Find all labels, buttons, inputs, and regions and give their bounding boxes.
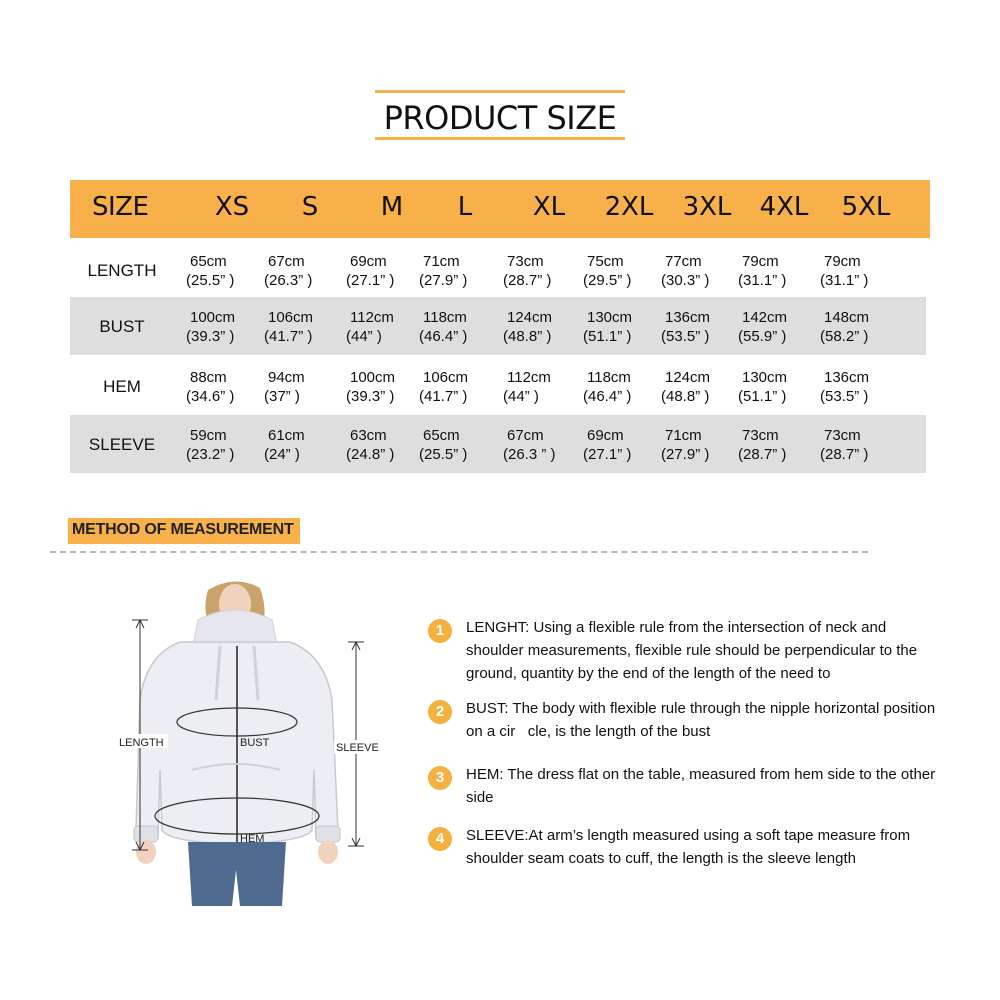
cell-cm-value: 94cm [268,369,305,386]
cell-inch-value: (55.9” ) [738,328,787,345]
cell-cm-value: 75cm [587,253,624,270]
cell-inch-value: (46.4” ) [419,328,468,345]
table-cell [738,308,822,346]
cell-cm-value: 124cm [665,369,711,386]
cell-inch-value: (27.1” ) [583,446,632,463]
size-header-2xl: 2XL [604,192,654,222]
title-frame [375,90,625,140]
size-header-xl: XL [532,192,566,222]
table-cell [419,308,503,346]
step-text: SLEEVE:At arm’s length measured using a soft tape measure from shoulder seam coats to cuff, the length is the sleeve length [466,827,911,867]
size-header-4xl: 4XL [759,192,809,222]
size-header-3xl: 3XL [682,192,732,222]
cell-inch-value: (44” ) [503,388,539,405]
cell-cm-value: 130cm [742,369,788,386]
table-cell [346,426,430,464]
cell-inch-value: (25.5” ) [419,446,468,463]
cell-cm-value: 63cm [350,427,387,444]
size-header-m: M [380,192,404,222]
step-number-badge: 2 [428,700,452,724]
cell-inch-value: (53.5” ) [820,388,869,405]
cell-cm-value: 136cm [665,309,711,326]
step-text: BUST: The body with flexible rule through the nipple horizontal position on a cir cle, is the length of the bust [466,700,936,740]
method-heading: METHOD OF MEASUREMENT [68,518,300,544]
table-cell [583,368,667,406]
table-cell [661,368,745,406]
left-cuff [134,826,158,842]
length-label: LENGTH [119,737,164,749]
table-cell [264,368,348,406]
step-number-badge: 1 [428,619,452,643]
table-cell [186,252,270,290]
table-cell [820,308,904,346]
cell-cm-value: 69cm [350,253,387,270]
row-label: SLEEVE [88,435,156,454]
size-header-row [70,180,930,238]
dashed-divider [50,551,868,553]
cell-inch-value: (41.7” ) [419,388,468,405]
table-cell [419,368,503,406]
cell-inch-value: (23.2” ) [186,446,235,463]
cell-inch-value: (26.3” ) [264,272,313,289]
cell-cm-value: 142cm [742,309,788,326]
table-cell [661,426,745,464]
cell-cm-value: 65cm [423,427,460,444]
right-hand [318,840,338,864]
bust-label: BUST [240,737,270,749]
table-cell [346,308,430,346]
cell-cm-value: 73cm [742,427,779,444]
table-row-length [70,241,926,299]
cell-cm-value: 106cm [268,309,314,326]
left-hand [136,840,156,864]
cell-cm-value: 65cm [190,253,227,270]
table-cell [738,252,822,290]
step-number-badge: 4 [428,827,452,851]
cell-inch-value: (31.1” ) [820,272,869,289]
table-cell [503,426,587,464]
table-row-sleeve [70,415,926,473]
cell-inch-value: (28.7” ) [738,446,787,463]
table-cell [738,368,822,406]
cell-inch-value: (25.5” ) [186,272,235,289]
hem-label: HEM [240,833,265,845]
cell-inch-value: (44” ) [346,328,382,345]
table-cell [503,368,587,406]
size-header-label: SIZE [92,192,149,222]
cell-cm-value: 79cm [824,253,861,270]
cell-inch-value: (46.4” ) [583,388,632,405]
table-cell [186,308,270,346]
table-cell [419,252,503,290]
row-label: HEM [103,377,141,396]
size-header-5xl: 5XL [841,192,891,222]
table-cell [583,252,667,290]
right-cuff [316,826,340,842]
table-cell [661,252,745,290]
table-cell [820,368,904,406]
page-title: PRODUCT SIZE [383,99,617,137]
row-label: LENGTH [87,261,157,280]
cell-inch-value: (39.3” ) [346,388,395,405]
table-cell [583,426,667,464]
sleeve-label: SLEEVE [336,742,379,754]
cell-inch-value: (30.3” ) [661,272,710,289]
cell-cm-value: 100cm [190,309,236,326]
cell-cm-value: 71cm [665,427,702,444]
cell-inch-value: (27.9” ) [661,446,710,463]
cell-cm-value: 106cm [423,369,469,386]
step-number-badge: 3 [428,766,452,790]
cell-inch-value: (39.3” ) [186,328,235,345]
cell-cm-value: 71cm [423,253,460,270]
table-cell [583,308,667,346]
cell-inch-value: (26.3 ” ) [503,446,556,463]
hoodie-figure [110,580,400,910]
cell-cm-value: 124cm [507,309,553,326]
cell-cm-value: 112cm [507,369,551,386]
size-header-l: L [457,192,473,222]
cell-inch-value: (29.5” ) [583,272,632,289]
cell-cm-value: 112cm [350,309,394,326]
cell-cm-value: 100cm [350,369,396,386]
cell-inch-value: (34.6” ) [186,388,235,405]
cell-cm-value: 61cm [268,427,305,444]
table-cell [820,252,904,290]
table-row-bust [70,297,926,355]
cell-inch-value: (48.8” ) [503,328,552,345]
cell-cm-value: 118cm [423,309,467,326]
cell-cm-value: 88cm [190,369,227,386]
cell-inch-value: (31.1” ) [738,272,787,289]
cell-cm-value: 73cm [507,253,544,270]
table-cell [346,368,430,406]
table-cell [820,426,904,464]
table-cell [264,252,348,290]
table-cell [264,308,348,346]
cell-inch-value: (24.8” ) [346,446,395,463]
step-text: HEM: The dress flat on the table, measured from hem side to the other side [466,766,936,806]
jeans-shape [188,842,286,906]
cell-inch-value: (27.9” ) [419,272,468,289]
size-header-xs: XS [214,192,250,222]
cell-cm-value: 73cm [824,427,861,444]
table-cell [419,426,503,464]
cell-cm-value: 148cm [824,309,870,326]
table-cell [186,368,270,406]
cell-inch-value: (27.1” ) [346,272,395,289]
cell-inch-value: (48.8” ) [661,388,710,405]
table-row-hem [70,357,926,415]
cell-cm-value: 79cm [742,253,779,270]
table-cell [186,426,270,464]
table-cell [503,308,587,346]
cell-inch-value: (58.2” ) [820,328,869,345]
cell-cm-value: 130cm [587,309,633,326]
table-cell [661,308,745,346]
cell-inch-value: (51.1” ) [583,328,632,345]
cell-cm-value: 136cm [824,369,870,386]
cell-inch-value: (37” ) [264,388,300,405]
cell-cm-value: 67cm [268,253,305,270]
cell-cm-value: 77cm [665,253,702,270]
cell-inch-value: (28.7” ) [503,272,552,289]
cell-cm-value: 118cm [587,369,631,386]
table-cell [738,426,822,464]
cell-inch-value: (51.1” ) [738,388,787,405]
row-label: BUST [99,317,145,336]
table-cell [346,252,430,290]
cell-inch-value: (53.5” ) [661,328,710,345]
size-header-s: S [301,192,319,222]
cell-cm-value: 59cm [190,427,227,444]
table-cell [503,252,587,290]
step-text: LENGHT: Using a flexible rule from the intersection of neck and shoulder measurements, flexible rule should be perpendicular to the ground, quantity by the end of the length of the need to [466,619,918,682]
cell-cm-value: 67cm [507,427,544,444]
cell-cm-value: 69cm [587,427,624,444]
cell-inch-value: (28.7” ) [820,446,869,463]
cell-inch-value: (41.7” ) [264,328,313,345]
cell-inch-value: (24” ) [264,446,300,463]
table-cell [264,426,348,464]
